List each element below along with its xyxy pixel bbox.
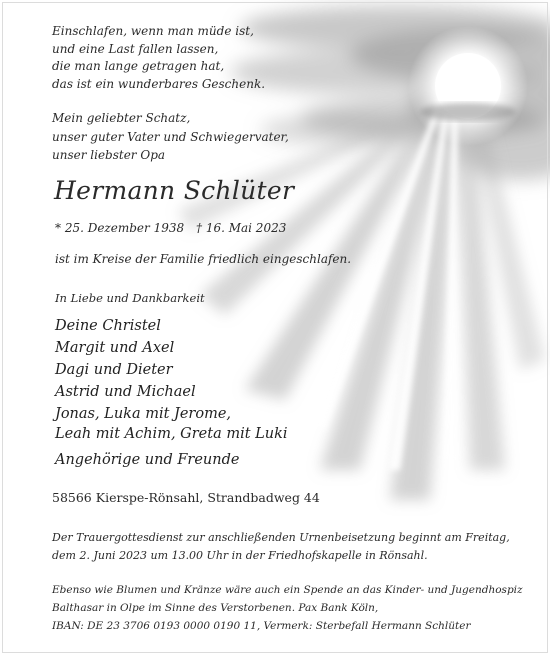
deceased-name: Hermann Schlüter: [54, 176, 295, 205]
mourners-list: [55, 315, 288, 471]
dedication-line: Mein geliebter Schatz,: [52, 111, 191, 125]
mourner: Leah mit Achim, Greta mit Luki: [55, 426, 288, 442]
donation-line: IBAN: DE 23 3706 0193 0000 0190 11, Vermerk: Sterbefall Hermann Schlüter: [52, 620, 471, 632]
dedication-line: unser liebster Opa: [52, 148, 166, 162]
mourner: Deine Christel: [55, 318, 161, 334]
poem-line: das ist ein wunderbares Geschenk.: [52, 76, 266, 91]
birth-date: * 25. Dezember 1938: [55, 221, 185, 235]
poem: [52, 23, 265, 93]
mourner: Dagi und Dieter: [55, 362, 173, 378]
donation-info: [52, 581, 523, 635]
service-info: [52, 529, 510, 565]
love-line: In Liebe und Dankbarkeit: [55, 291, 205, 305]
death-date: † 16. Mai 2023: [196, 221, 287, 235]
donation-line: Ebenso wie Blumen und Kränze wäre auch ein Spende an das Kinder- und Jugendhospiz: [52, 584, 523, 596]
donation-line: Balthasar in Olpe im Sinne des Verstorbenen. Pax Bank Köln,: [52, 602, 379, 614]
dedication-line: unser guter Vater und Schwiegervater,: [52, 129, 289, 144]
address: 58566 Kierspe-Rönsahl, Strandbadweg 44: [52, 490, 320, 505]
dedication: [52, 109, 289, 165]
poem-line: Einschlafen, wenn man müde ist,: [52, 24, 254, 38]
mourner: Jonas, Luka mit Jerome,: [55, 406, 232, 422]
mourner: Margit und Axel: [55, 340, 175, 356]
mourner: Angehörige und Freunde: [55, 452, 240, 468]
poem-line: und eine Last fallen lassen,: [52, 41, 219, 56]
passing-text: ist im Kreise der Familie friedlich eingeschlafen.: [55, 252, 352, 266]
service-line: dem 2. Juni 2023 um 13.00 Uhr in der Friedhofskapelle in Rönsahl.: [52, 549, 428, 562]
poem-line: die man lange getragen hat,: [52, 59, 225, 73]
mourner: Astrid und Michael: [55, 384, 196, 400]
service-line: Der Trauergottesdienst zur anschließenden Urnenbeisetzung beginnt am Freitag,: [52, 531, 510, 544]
